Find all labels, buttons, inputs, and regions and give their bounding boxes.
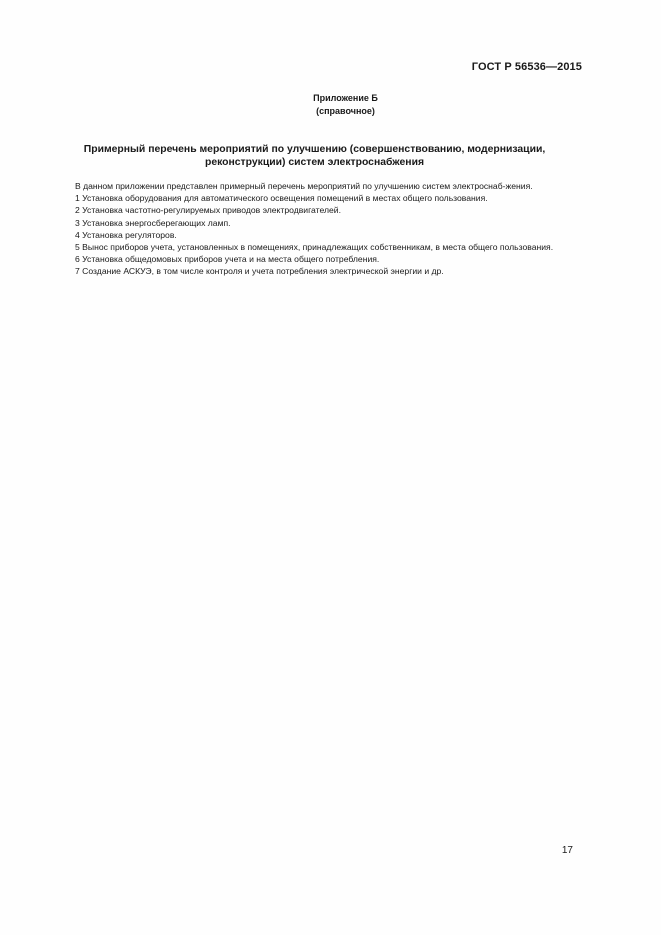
list-item: 6 Установка общедомовых приборов учета и на места общего потребления. <box>75 254 380 265</box>
standard-code: ГОСТ Р 56536—2015 <box>471 61 582 73</box>
title-line-2: реконструкции) систем электроснабжения <box>204 157 425 168</box>
list-item: 3 Установка энергосберегающих ламп. <box>75 217 231 228</box>
list-item: 7 Создание АСКУЭ, в том числе контроля и учета потребления электрической энергии и др. <box>75 266 444 277</box>
page-title <box>62 143 567 169</box>
appendix-type: (справочное) <box>316 106 375 116</box>
appendix-label: Приложение Б <box>313 93 378 103</box>
list-item: 1 Установка оборудования для автоматического освещения помещений в местах общего пользования. <box>75 193 488 204</box>
body-text <box>62 180 581 278</box>
list-item: 2 Установка частотно-регулируемых приводов электродвигателей. <box>75 205 341 216</box>
intro-paragraph: В данном приложении представлен примерный перечень мероприятий по улучшению систем электроснаб-жения. <box>75 181 533 191</box>
page-number: 17 <box>561 845 573 856</box>
list-item: 5 Вынос приборов учета, установленных в помещениях, принадлежащих собственникам, в места общего пользования. <box>75 242 554 253</box>
list-item: 4 Установка регуляторов. <box>75 229 177 240</box>
title-line-1: Примерный перечень мероприятий по улучшению (совершенствованию, модернизации, <box>83 144 546 155</box>
